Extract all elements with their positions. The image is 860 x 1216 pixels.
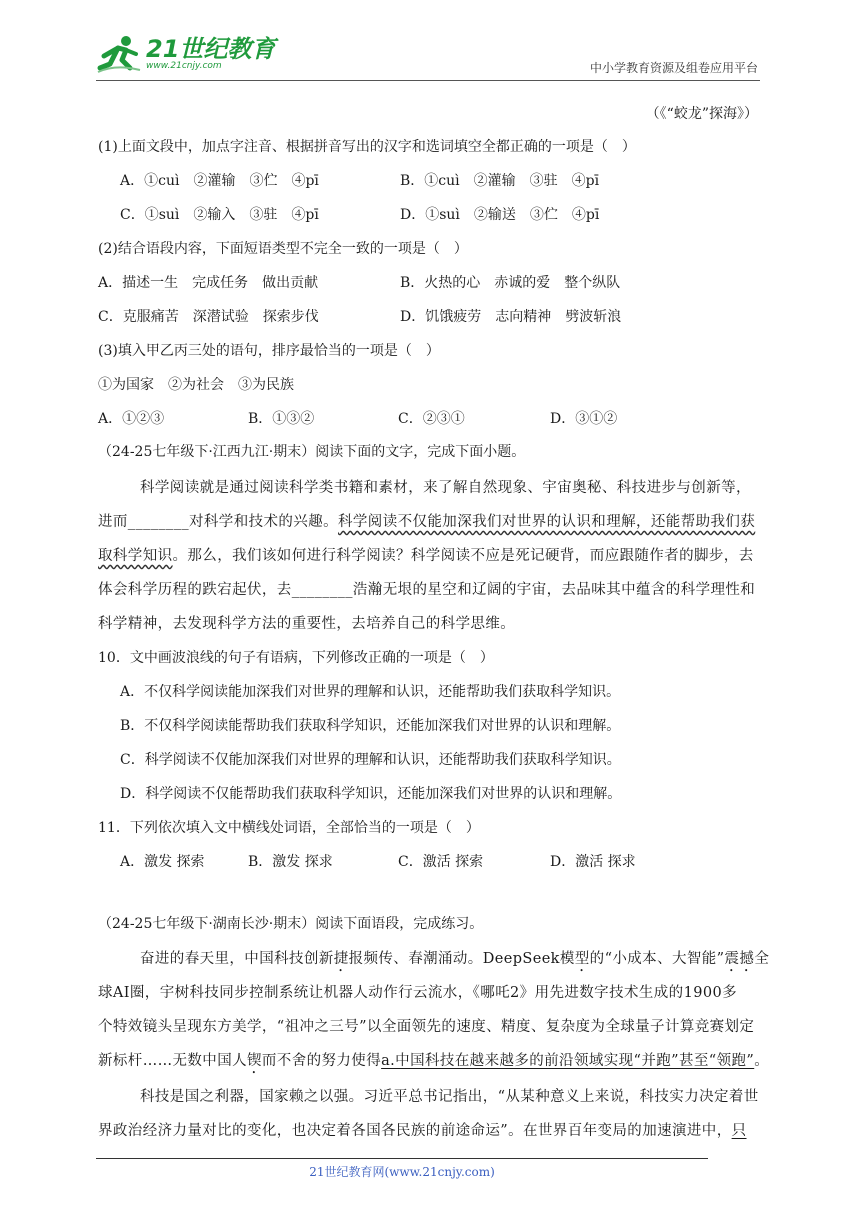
p3-text: 界政治经济力量对比的变化，也决定着各国各民族的前途命运”。在世界百年变局的加速演进中，: [98, 1123, 732, 1139]
passage3-line2: [98, 1121, 747, 1141]
passage1-line1: 科学阅读就是通过阅读科学类书籍和素材，来了解自然现象、宇宙奥秘、科技进步与创新等，: [140, 480, 751, 496]
q1-option-d[interactable]: D．①suì ②输送 ③伫 ④pī: [400, 207, 600, 223]
q3-option-c[interactable]: C．②③①: [398, 411, 465, 427]
q3-option-d[interactable]: D．③①②: [550, 411, 618, 427]
q3-option-a[interactable]: A．①②③: [98, 411, 165, 427]
q11-option-d[interactable]: D．激活 探求: [550, 854, 636, 870]
q2-option-d[interactable]: D．饥饿疲劳 志向精神 劈波斩浪: [400, 309, 622, 325]
p2-text: 。: [754, 1053, 770, 1069]
q2-option-a[interactable]: A．描述一生 完成任务 做出贡献: [98, 275, 319, 291]
passage2-line4: [98, 1051, 769, 1077]
q2-option-c[interactable]: C．克服痛苦 深潜试验 探索步伐: [98, 309, 319, 325]
dotted-char-qie: 锲: [247, 1053, 262, 1069]
wavy-sentence-part2: 取科学知识: [98, 548, 173, 564]
p2-text: 新标杆……无数中国人: [98, 1053, 247, 1069]
q1-option-b[interactable]: B．①cuì ②灌输 ③驻 ④pī: [400, 173, 600, 189]
page-header: [96, 32, 760, 81]
passage2-line2: 球AI圈，宇树科技同步控制系统让机器人动作行云流水，《哪吒2》用先进数字技术生成的1900多: [98, 985, 737, 1001]
underlined-char-zhi: 只: [731, 1123, 747, 1139]
q1-stem: (1)上面文段中，加点字注音、根据拼音写出的汉字和选词填空全都正确的一项是（ ）: [98, 139, 636, 155]
passage1-line2: [98, 512, 755, 532]
passage1-line3: [98, 546, 754, 566]
passage1-line2-start: 进而________对科学和技术的兴趣。: [98, 514, 338, 530]
q11-option-c[interactable]: C．激活 探索: [398, 854, 484, 870]
underlined-sentence-a: a.中国科技在越来越多的前沿领域实现“并跑”甚至“领跑”: [381, 1053, 755, 1069]
passage2-line1: [140, 949, 769, 975]
q11-option-b[interactable]: B．激发 探求: [248, 854, 333, 870]
q1-option-a[interactable]: A．①cuì ②灌输 ③伫 ④pī: [120, 173, 319, 189]
logo-title: 21世纪教育: [146, 35, 276, 63]
dotted-char-jie: 捷: [333, 951, 349, 967]
q2-stem: (2)结合语段内容，下面短语类型不完全一致的一项是（ ）: [98, 241, 468, 257]
p2-text: 报频传、春潮涌动。DeepSeek模: [348, 951, 575, 967]
dotted-char-xing: 型: [574, 951, 590, 967]
q11-stem: 11．下列依次填入文中横线处词语，全部恰当的一项是（ ）: [98, 820, 480, 836]
logo-url: www.21cnjy.com: [146, 61, 222, 71]
passage1-line3-rest: 。那么，我们该如何进行科学阅读？科学阅读不应是死记硬背，而应跟随作者的脚步，去: [172, 548, 754, 564]
q10-option-b[interactable]: B．不仅科学阅读能帮助我们获取科学知识，还能加深我们对世界的认识和理解。: [120, 718, 621, 734]
section3-intro: （24-25七年级下·湖南长沙·期末）阅读下面语段，完成练习。: [98, 916, 484, 932]
page-footer: [96, 1158, 708, 1179]
platform-name: 中小学教育资源及组卷应用平台: [589, 61, 758, 75]
dotted-word-zhenhan: 震撼: [724, 951, 755, 967]
passage2-line3: 个特效镜头呈现东方美学，“祖冲之三号”以全面领先的速度、精度、复杂度为全球量子计算竞赛划定: [98, 1019, 755, 1035]
q11-option-a[interactable]: A．激发 探索: [120, 854, 205, 870]
p2-text: 的“小成本、大智能”: [589, 951, 725, 967]
p2-text: 全: [754, 951, 770, 967]
q3-items: ①为国家 ②为社会 ③为民族: [98, 377, 294, 393]
q10-option-d[interactable]: D．科学阅读不仅能帮助我们获取科学知识，还能加深我们对世界的认识和理解。: [120, 786, 622, 802]
passage1-line4: 体会科学历程的跌宕起伏，去________浩瀚无垠的星空和辽阔的宇宙，去品味其中蕴含的科学理性和: [98, 582, 756, 598]
q10-option-c[interactable]: C．科学阅读不仅能加深我们对世界的理解和认识，还能帮助我们获取科学知识。: [120, 752, 621, 768]
wavy-sentence-part1: 科学阅读不仅能加深我们对世界的认识和理解，还能帮助我们获: [338, 514, 756, 530]
q2-option-b[interactable]: B．火热的心 赤诚的爱 整个纵队: [400, 275, 621, 291]
runner-logo-icon: [96, 34, 142, 74]
q10-stem: 10．文中画波浪线的句子有语病，下列修改正确的一项是（ ）: [98, 650, 494, 666]
q10-option-a[interactable]: A．不仅科学阅读能加深我们对世界的理解和认识，还能帮助我们获取科学知识。: [120, 684, 621, 700]
section2-intro: （24-25七年级下·江西九江·期末）阅读下面的文字，完成下面小题。: [98, 444, 526, 460]
p2-text: 奋进的春天里，中国科技创新: [140, 951, 334, 967]
passage1-line5: 科学精神，去发现科学方法的重要性，去培养自己的科学思维。: [98, 616, 516, 632]
source-line: （《“蛟龙”探海》）: [645, 106, 758, 122]
p2-text: 而不舍的努力使得: [261, 1053, 382, 1069]
footer-link[interactable]: 21世纪教育网(www.21cnjy.com): [309, 1165, 495, 1179]
q3-option-b[interactable]: B．①③②: [248, 411, 315, 427]
passage3-line1: 科技是国之利器，国家赖之以强。习近平总书记指出，“从某种意义上来说，科技实力决定着世: [140, 1089, 759, 1105]
q3-stem: (3)填入甲乙丙三处的语句，排序最恰当的一项是（ ）: [98, 343, 440, 359]
site-logo[interactable]: [96, 32, 275, 76]
q1-option-c[interactable]: C．①suì ②输入 ③驻 ④pī: [120, 207, 319, 223]
